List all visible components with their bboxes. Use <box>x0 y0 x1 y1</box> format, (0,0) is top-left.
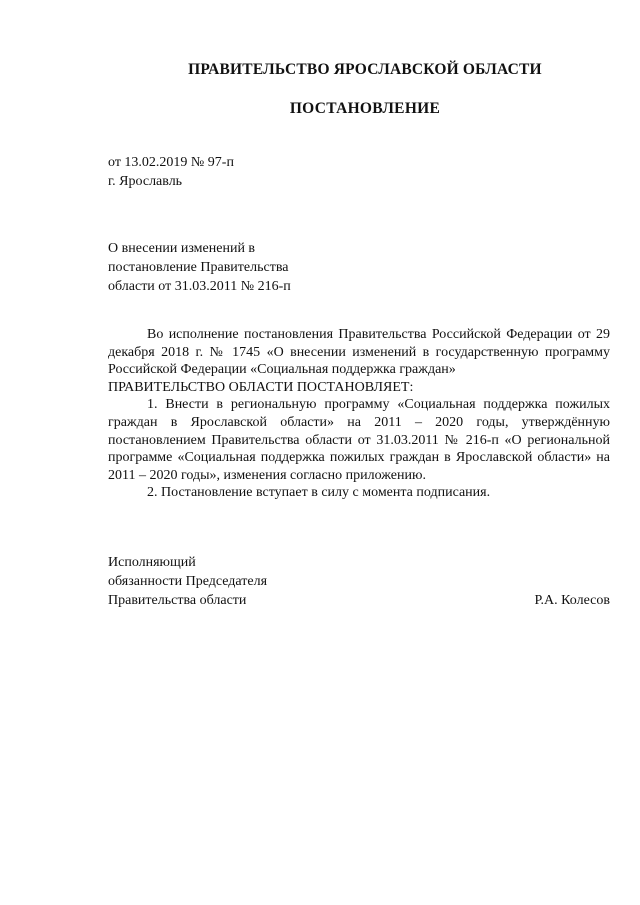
document-meta <box>108 153 234 191</box>
city: г. Ярославль <box>108 174 183 189</box>
signature-block <box>108 553 610 610</box>
preamble-paragraph: Во исполнение постановления Правительства Российской Федерации от 29 декабря 2018 г. № 1745 «О внесении изменений в государственную программу Российской Федерации «Социальная поддержка граждан» <box>108 327 610 378</box>
document-type: ПОСТАНОВЛЕНИЕ <box>289 100 441 117</box>
subject-line: О внесении изменений в <box>108 241 256 256</box>
item-2-paragraph: 2. Постановление вступает в силу с момента подписания. <box>147 485 491 501</box>
resolution-statement: ПРАВИТЕЛЬСТВО ОБЛАСТИ ПОСТАНОВЛЯЕТ: <box>108 379 414 395</box>
item-1-paragraph: 1. Внести в региональную программу «Социальная поддержка пожилых граждан в Ярославской области» на 2011 – 2020 годы, утверждённую постановлением Правительства области от 31.03.2011 № 216-п «О региональной программе «Социальная поддержка пожилых граждан в Ярославской области» на 2011 – 2020 годы», изменения согласно приложению. <box>108 397 610 483</box>
document-subject <box>108 239 291 296</box>
document-body <box>108 326 610 502</box>
signatory-name: Р.А. Колесов <box>534 593 610 608</box>
signatory-position-line: Исполняющий <box>108 555 196 570</box>
date-number: от 13.02.2019 № 97-п <box>108 155 234 170</box>
signatory-position-line: обязанности Председателя <box>108 574 268 589</box>
subject-line: постановление Правительства <box>108 260 289 275</box>
subject-line: области от 31.03.2011 № 216-п <box>108 279 291 294</box>
government-title: ПРАВИТЕЛЬСТВО ЯРОСЛАВСКОЙ ОБЛАСТИ <box>188 61 542 78</box>
signatory-position-line: Правительства области <box>108 593 247 608</box>
